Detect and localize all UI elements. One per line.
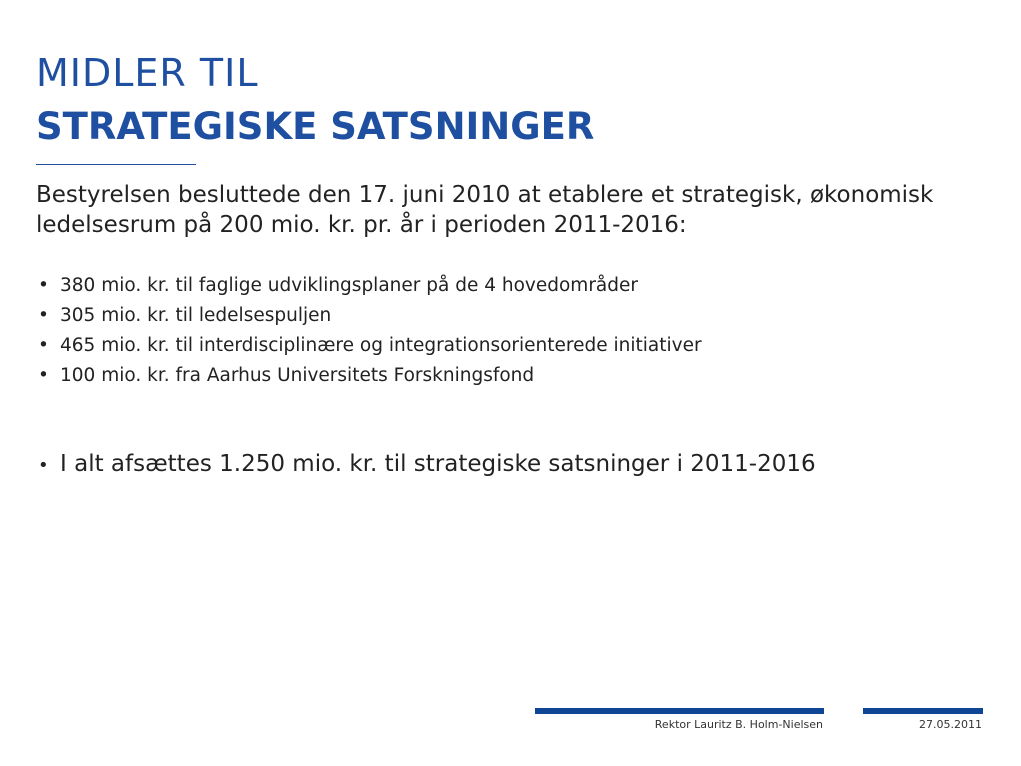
- list-item: [38, 331, 702, 361]
- footer-author: Rektor Lauritz B. Holm-Nielsen: [654, 718, 823, 731]
- summary-line: [38, 449, 816, 481]
- list-item-text: 100 mio. kr. fra Aarhus Universitets Forskningsfond: [60, 365, 535, 386]
- footer-bar-right: [863, 708, 983, 714]
- slide-title-line-2: STRATEGISKE SATSNINGER: [36, 105, 595, 148]
- summary-text: I alt afsættes 1.250 mio. kr. til strategiske satsninger i 2011-2016: [60, 451, 816, 477]
- bullet-icon: •: [38, 305, 49, 326]
- list-item: [38, 301, 702, 331]
- bullet-list: [38, 271, 702, 391]
- footer-date: 27.05.2011: [919, 718, 982, 731]
- list-item: [38, 361, 702, 391]
- list-item-text: 305 mio. kr. til ledelsespuljen: [60, 305, 332, 326]
- intro-paragraph: Bestyrelsen besluttede den 17. juni 2010 at etablere et strategisk, økonomisk ledelsesrum på 200 mio. kr. pr. år i perioden 2011-2016:: [36, 182, 934, 238]
- bullet-icon: •: [38, 275, 49, 296]
- bullet-icon: •: [38, 335, 49, 356]
- bullet-icon: •: [38, 455, 49, 476]
- bullet-icon: •: [38, 365, 49, 386]
- list-item-text: 465 mio. kr. til interdisciplinære og integrationsorienterede initiativer: [60, 335, 702, 356]
- footer-bar-left: [535, 708, 824, 714]
- title-divider: [36, 164, 196, 165]
- slide-title-line-1: MIDLER TIL: [36, 51, 259, 95]
- list-item: [38, 271, 702, 301]
- list-item-text: 380 mio. kr. til faglige udviklingsplaner på de 4 hovedområder: [60, 275, 638, 296]
